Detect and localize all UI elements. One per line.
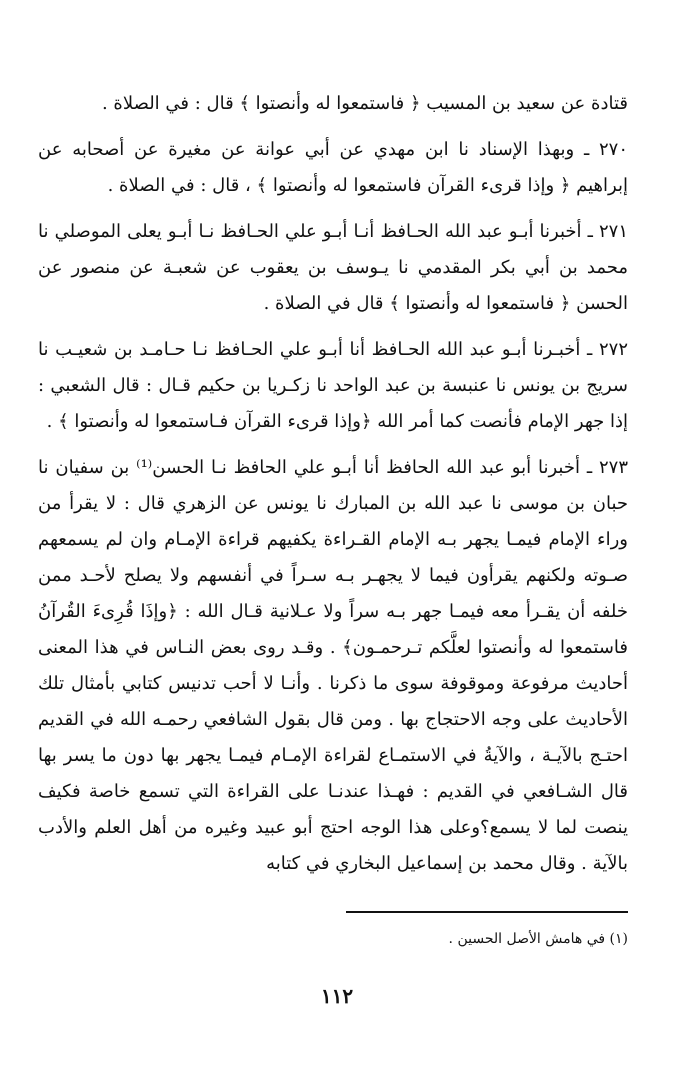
page-number: ١١٢ <box>320 984 354 1008</box>
main-text <box>38 86 628 882</box>
paragraph-272: ٢٧٢ ـ أخبـرنا أبـو عبد الله الحـافظ أنا أبـو علي الحـافظ نـا حـامـد بن شعيـب نا سريج بن يونس نا عنبسة بن عبد الواحد نا زكـريا بن حكيم قـال : قال الشعبي : إذا جهر الإمام فأنصت كما أمر الله ﴿وإذا قرىء القرآن فـاستمعوا له وأنصتوا ﴾ . <box>38 339 628 432</box>
paragraph-273: ٢٧٣ ـ أخبرنا أبو عبد الله الحافظ أنا أبـو علي الحافظ نـا الحسن⁽¹⁾ بن سفيان نا حبان بن موسى نا عبد الله بن المبارك نا يونس عن الزهري قال : لا يقرأ من وراء الإمام فيمـا يجهر بـه الإمام القـراءة يكفيهم قراءة الإمـام وان لم يسمعهم صـوته ولكنهم يقرأون فيما لا يجهـر بـه سـراً في أنفسهم ولا يصلح لأحـد ممن خلفه أن يقـرأ معه فيمـا جهر بـه سراً ولا عـلانية قـال الله : ﴿وإذَا قُرِىءَ القُرآنُ فاستمعوا له وأنصتوا لعلَّكم تـرحمـون﴾ . وقـد روى بعض النـاس في هذا المعنى أحاديث مرفوعة وموقوفة سوى ما ذكرنا . وأنـا لا أحب تدنيس كتابي بأمثال تلك الأحاديث على وجه الاحتجاج بها . ومن قال بقول الشافعي رحمـه الله في القديم احتـج بالآيـة ، والآيةُ في الاستمـاع لقراءة الإمـام فيمـا يجهر بها دون ما يسر بها قال الشـافعي في القديم : فهـذا عندنـا على القراءة التي تسمع خاصة فكيف ينصت لما لا يسمع؟وعلى هذا الوجه احتج أبو عبيد وغيره من أهل العلم والأدب بالآية . وقال محمد بن إسماعيل البخاري في كتابه <box>38 457 628 874</box>
footnote-divider <box>346 911 628 913</box>
footnote: (١) في هامش الأصل الحسين . <box>448 931 628 947</box>
paragraph-continuation: قتادة عن سعيد بن المسيب ﴿ فاستمعوا له وأنصتوا ﴾ قال : في الصلاة . <box>101 93 628 114</box>
paragraph-271: ٢٧١ ـ أخبرنا أبـو عبد الله الحـافظ أنـا أبـو علي الحـافظ نـا أبـو يعلى الموصلي نا محمد بن أبي بكر المقدمي نا يـوسف بن يعقوب عن شعبـة عن منصور عن الحسن ﴿ فاستمعوا له وأنصتوا ﴾ قال في الصلاة . <box>38 221 628 314</box>
paragraph-270: ٢٧٠ ـ وبهذا الإسناد نا ابن مهدي عن أبي عوانة عن مغيرة عن أصحابه عن إبراهيم ﴿ وإذا قرىء القرآن فاستمعوا له وأنصتوا ﴾ ، قال : في الصلاة . <box>38 139 628 196</box>
